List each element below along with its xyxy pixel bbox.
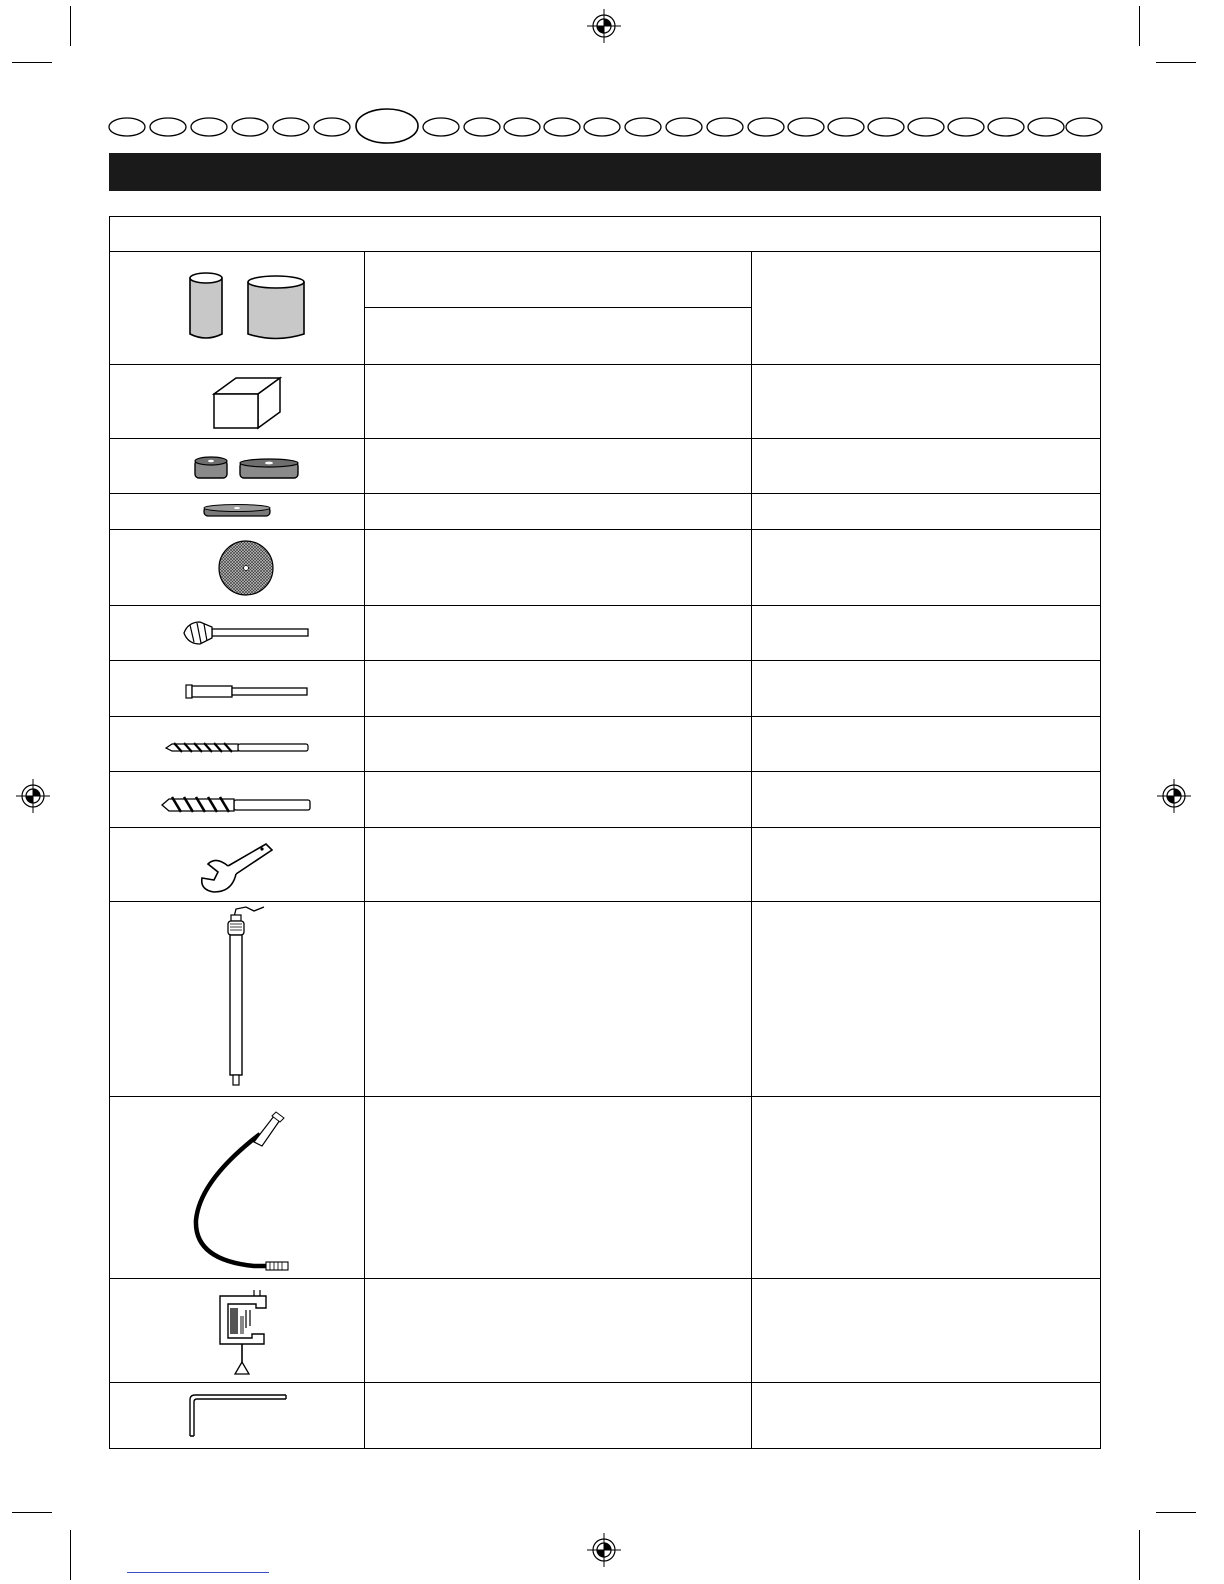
table-row-divider — [109, 251, 1101, 252]
grinding-wheels-icon — [192, 454, 304, 484]
language-tab[interactable] — [191, 118, 227, 136]
language-tab-active[interactable] — [356, 109, 418, 143]
flat-disc-icon — [201, 502, 273, 520]
table-row-divider — [109, 771, 1101, 772]
table-column-divider — [364, 251, 365, 1449]
table-row-divider — [109, 1382, 1101, 1383]
table-row-divider — [109, 438, 1101, 439]
table-row-divider — [109, 1096, 1101, 1097]
crop-mark — [1156, 1512, 1196, 1513]
table-row-divider — [109, 364, 1101, 365]
language-tab[interactable] — [908, 118, 944, 136]
language-tab[interactable] — [273, 118, 309, 136]
table-row-divider — [109, 660, 1101, 661]
language-tab[interactable] — [423, 118, 459, 136]
spanner-icon — [196, 840, 278, 896]
crop-mark — [12, 1512, 52, 1513]
language-tab[interactable] — [828, 118, 864, 136]
hanging-stand-icon — [220, 905, 272, 1095]
sanding-sleeves-icon — [180, 270, 314, 346]
table-row-divider — [109, 493, 1101, 494]
language-tabs — [0, 0, 1224, 150]
language-tab[interactable] — [1066, 118, 1102, 136]
language-tab[interactable] — [948, 118, 984, 136]
language-tab[interactable] — [232, 118, 268, 136]
hex-key-icon — [184, 1392, 290, 1438]
language-tab[interactable] — [988, 118, 1024, 136]
table-row-divider — [109, 827, 1101, 828]
table-row-divider — [109, 1278, 1101, 1279]
bench-clamp-icon — [216, 1288, 272, 1380]
table-row-divider — [109, 901, 1101, 902]
large-drill-bit-icon — [160, 793, 314, 817]
cutting-disc-icon — [216, 538, 276, 598]
registration-mark-icon — [16, 779, 50, 813]
language-tab[interactable] — [109, 118, 145, 136]
cutter-bit-icon — [180, 620, 312, 646]
language-tab[interactable] — [150, 118, 186, 136]
small-drill-bit-icon — [164, 738, 312, 758]
language-tab[interactable] — [1028, 118, 1064, 136]
language-tab[interactable] — [788, 118, 824, 136]
language-tab[interactable] — [314, 118, 350, 136]
registration-mark-icon — [587, 1533, 621, 1567]
language-tab[interactable] — [584, 118, 620, 136]
table-row-divider — [109, 529, 1101, 530]
language-tab[interactable] — [666, 118, 702, 136]
section-header-bar — [109, 153, 1101, 191]
language-tab[interactable] — [504, 118, 540, 136]
language-tab[interactable] — [748, 118, 784, 136]
table-row-divider — [109, 605, 1101, 606]
crop-mark — [70, 1530, 71, 1580]
language-tab[interactable] — [868, 118, 904, 136]
language-tab[interactable] — [625, 118, 661, 136]
registration-mark-icon — [1157, 779, 1191, 813]
crop-mark — [1139, 1530, 1140, 1580]
table-row-divider — [364, 307, 751, 308]
mandrel-icon — [183, 681, 311, 703]
flexible-shaft-icon — [190, 1110, 302, 1278]
table-row-divider — [109, 716, 1101, 717]
polishing-felt-block-icon — [210, 374, 286, 432]
table-column-divider — [751, 251, 752, 1449]
language-tab[interactable] — [544, 118, 580, 136]
language-tab[interactable] — [464, 118, 500, 136]
footer-link-underline — [127, 1572, 269, 1573]
language-tab[interactable] — [707, 118, 743, 136]
